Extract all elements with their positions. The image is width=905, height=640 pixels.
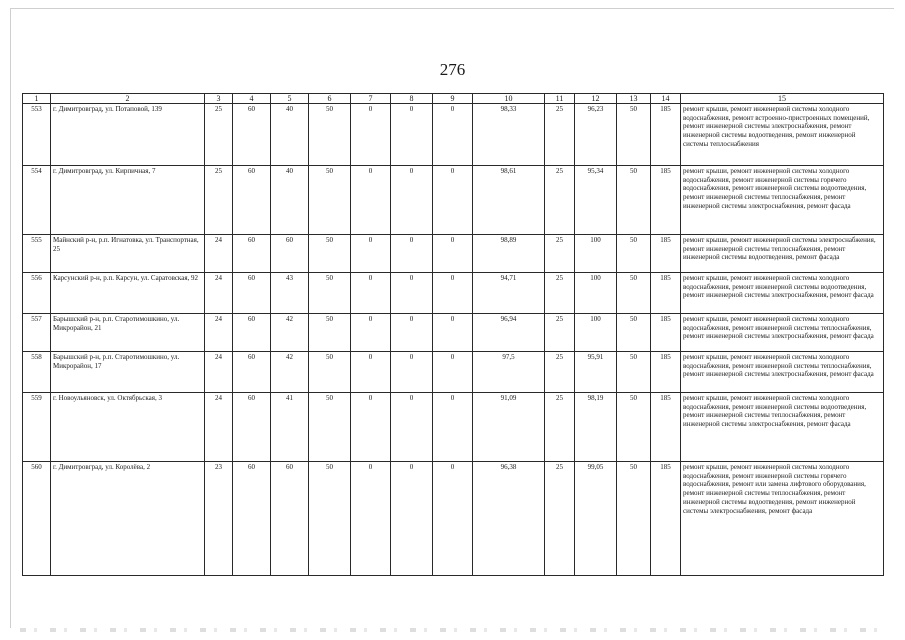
value-cell: 185 xyxy=(651,273,681,314)
table-row xyxy=(23,314,884,352)
value-cell: 40 xyxy=(271,104,309,166)
value-cell: 50 xyxy=(617,235,651,273)
value-cell: 98,33 xyxy=(473,104,545,166)
value-cell: 95,34 xyxy=(575,166,617,235)
value-cell: 0 xyxy=(351,104,391,166)
value-cell: 25 xyxy=(545,352,575,393)
value-cell: 25 xyxy=(205,166,233,235)
value-cell: 25 xyxy=(545,462,575,576)
value-cell: 0 xyxy=(433,314,473,352)
value-cell: 25 xyxy=(545,393,575,462)
value-cell: 25 xyxy=(545,235,575,273)
works-cell: ремонт крыши, ремонт инженерной системы холодного водоснабжения, ремонт инженерной системы теплоснабжения, ремонт инженерной системы электроснабжения, ремонт фасада xyxy=(681,352,884,393)
value-cell: 0 xyxy=(433,393,473,462)
value-cell: 0 xyxy=(351,462,391,576)
value-cell: 50 xyxy=(309,235,351,273)
works-cell: ремонт крыши, ремонт инженерной системы холодного водоснабжения, ремонт инженерной системы водоотведения, ремонт инженерной системы электроснабжения, ремонт фасада xyxy=(681,273,884,314)
value-cell: 50 xyxy=(309,352,351,393)
value-cell: 0 xyxy=(391,462,433,576)
value-cell: 0 xyxy=(391,352,433,393)
value-cell: 50 xyxy=(617,352,651,393)
value-cell: 50 xyxy=(309,104,351,166)
address-cell: Карсунский р-н, р.п. Карсун, ул. Саратовская, 92 xyxy=(51,273,205,314)
value-cell: 25 xyxy=(545,273,575,314)
value-cell: 50 xyxy=(309,314,351,352)
value-cell: 0 xyxy=(433,462,473,576)
value-cell: 24 xyxy=(205,393,233,462)
address-cell: Барышский р-н, р.п. Старотимошкино, ул. Микрорайон, 17 xyxy=(51,352,205,393)
address-cell: г. Димитровград, ул. Потаповой, 139 xyxy=(51,104,205,166)
value-cell: 60 xyxy=(233,273,271,314)
row-number: 555 xyxy=(23,235,51,273)
value-cell: 0 xyxy=(433,235,473,273)
value-cell: 24 xyxy=(205,235,233,273)
value-cell: 24 xyxy=(205,314,233,352)
value-cell: 50 xyxy=(617,393,651,462)
value-cell: 0 xyxy=(351,393,391,462)
value-cell: 0 xyxy=(391,393,433,462)
value-cell: 185 xyxy=(651,314,681,352)
works-cell: ремонт крыши, ремонт инженерной системы холодного водоснабжения, ремонт инженерной системы теплоснабжения, ремонт инженерной системы электроснабжения, ремонт фасада xyxy=(681,314,884,352)
value-cell: 60 xyxy=(233,166,271,235)
row-number: 558 xyxy=(23,352,51,393)
page-number: 276 xyxy=(439,60,466,79)
value-cell: 185 xyxy=(651,393,681,462)
value-cell: 25 xyxy=(545,314,575,352)
column-number: 8 xyxy=(391,94,433,104)
value-cell: 94,71 xyxy=(473,273,545,314)
value-cell: 0 xyxy=(351,314,391,352)
row-number: 560 xyxy=(23,462,51,576)
value-cell: 91,09 xyxy=(473,393,545,462)
value-cell: 60 xyxy=(233,352,271,393)
value-cell: 185 xyxy=(651,166,681,235)
column-number: 14 xyxy=(651,94,681,104)
value-cell: 42 xyxy=(271,314,309,352)
value-cell: 98,19 xyxy=(575,393,617,462)
scan-artifact xyxy=(20,628,885,632)
value-cell: 50 xyxy=(617,166,651,235)
value-cell: 185 xyxy=(651,104,681,166)
works-cell: ремонт крыши, ремонт инженерной системы электроснабжения, ремонт инженерной системы теплоснабжения, ремонт инженерной системы водоотведения, ремонт фасада xyxy=(681,235,884,273)
table-row xyxy=(23,462,884,576)
column-number: 6 xyxy=(309,94,351,104)
value-cell: 185 xyxy=(651,462,681,576)
address-cell: г. Новоульяновск, ул. Октябрьская, 3 xyxy=(51,393,205,462)
table-row xyxy=(23,393,884,462)
column-number-row xyxy=(23,94,884,104)
value-cell: 60 xyxy=(233,235,271,273)
value-cell: 97,5 xyxy=(473,352,545,393)
value-cell: 42 xyxy=(271,352,309,393)
address-cell: Майнский р-н, р.п. Игнатовка, ул. Транспортная, 25 xyxy=(51,235,205,273)
column-number: 2 xyxy=(51,94,205,104)
value-cell: 96,23 xyxy=(575,104,617,166)
value-cell: 0 xyxy=(433,166,473,235)
value-cell: 50 xyxy=(617,314,651,352)
value-cell: 25 xyxy=(205,104,233,166)
value-cell: 50 xyxy=(617,104,651,166)
address-cell: Барышский р-н, р.п. Старотимошкино, ул. Микрорайон, 21 xyxy=(51,314,205,352)
address-cell: г. Димитровград, ул. Королёва, 2 xyxy=(51,462,205,576)
value-cell: 98,61 xyxy=(473,166,545,235)
value-cell: 0 xyxy=(391,104,433,166)
value-cell: 0 xyxy=(433,104,473,166)
value-cell: 0 xyxy=(433,273,473,314)
value-cell: 50 xyxy=(309,393,351,462)
row-number: 556 xyxy=(23,273,51,314)
value-cell: 0 xyxy=(351,352,391,393)
row-number: 559 xyxy=(23,393,51,462)
value-cell: 100 xyxy=(575,273,617,314)
value-cell: 24 xyxy=(205,273,233,314)
table-row xyxy=(23,352,884,393)
works-cell: ремонт крыши, ремонт инженерной системы холодного водоснабжения, ремонт инженерной системы горячего водоснабжения, ремонт инженерной системы водоотведения, ремонт инженерной системы теплоснабжения, ремонт инженерной системы электроснабжения, ремонт фасада xyxy=(681,166,884,235)
table-row xyxy=(23,166,884,235)
value-cell: 25 xyxy=(545,104,575,166)
column-number: 7 xyxy=(351,94,391,104)
column-number: 3 xyxy=(205,94,233,104)
value-cell: 43 xyxy=(271,273,309,314)
value-cell: 0 xyxy=(351,235,391,273)
value-cell: 0 xyxy=(391,314,433,352)
table-row xyxy=(23,273,884,314)
value-cell: 50 xyxy=(617,273,651,314)
column-number: 13 xyxy=(617,94,651,104)
value-cell: 96,94 xyxy=(473,314,545,352)
value-cell: 24 xyxy=(205,352,233,393)
value-cell: 0 xyxy=(391,273,433,314)
column-number: 5 xyxy=(271,94,309,104)
value-cell: 60 xyxy=(233,104,271,166)
column-number: 15 xyxy=(681,94,884,104)
value-cell: 100 xyxy=(575,314,617,352)
value-cell: 60 xyxy=(233,393,271,462)
value-cell: 60 xyxy=(233,314,271,352)
value-cell: 185 xyxy=(651,235,681,273)
column-number: 9 xyxy=(433,94,473,104)
value-cell: 60 xyxy=(271,462,309,576)
address-cell: г. Димитровград, ул. Кирпичная, 7 xyxy=(51,166,205,235)
column-number: 11 xyxy=(545,94,575,104)
column-number: 1 xyxy=(23,94,51,104)
value-cell: 0 xyxy=(433,352,473,393)
value-cell: 23 xyxy=(205,462,233,576)
repair-program-table xyxy=(22,93,884,576)
table-row xyxy=(23,104,884,166)
value-cell: 0 xyxy=(351,166,391,235)
value-cell: 60 xyxy=(233,462,271,576)
table-row xyxy=(23,235,884,273)
value-cell: 185 xyxy=(651,352,681,393)
value-cell: 50 xyxy=(309,273,351,314)
column-number: 12 xyxy=(575,94,617,104)
value-cell: 50 xyxy=(309,462,351,576)
value-cell: 50 xyxy=(309,166,351,235)
value-cell: 60 xyxy=(271,235,309,273)
column-number: 4 xyxy=(233,94,271,104)
value-cell: 50 xyxy=(617,462,651,576)
works-cell: ремонт крыши, ремонт инженерной системы холодного водоснабжения, ремонт встроенно-пристроенных помещений, ремонт инженерной системы электроснабжения, ремонт инженерной системы водоотведения, ремонт инженерной системы теплоснабжения xyxy=(681,104,884,166)
row-number: 553 xyxy=(23,104,51,166)
value-cell: 0 xyxy=(391,166,433,235)
value-cell: 41 xyxy=(271,393,309,462)
row-number: 557 xyxy=(23,314,51,352)
works-cell: ремонт крыши, ремонт инженерной системы холодного водоснабжения, ремонт инженерной системы горячего водоснабжения, ремонт или замена лифтового оборудования, ремонт инженерной системы теплоснабжения, ремонт инженерной системы водоотведения, ремонт инженерной системы электроснабжения, ремонт фасада xyxy=(681,462,884,576)
value-cell: 96,38 xyxy=(473,462,545,576)
value-cell: 0 xyxy=(351,273,391,314)
value-cell: 100 xyxy=(575,235,617,273)
value-cell: 25 xyxy=(545,166,575,235)
value-cell: 40 xyxy=(271,166,309,235)
row-number: 554 xyxy=(23,166,51,235)
value-cell: 99,05 xyxy=(575,462,617,576)
works-cell: ремонт крыши, ремонт инженерной системы холодного водоснабжения, ремонт инженерной системы водоотведения, ремонт инженерной системы теплоснабжения, ремонт инженерной системы электроснабжения, ремонт фасада xyxy=(681,393,884,462)
value-cell: 98,89 xyxy=(473,235,545,273)
value-cell: 95,91 xyxy=(575,352,617,393)
column-number: 10 xyxy=(473,94,545,104)
value-cell: 0 xyxy=(391,235,433,273)
